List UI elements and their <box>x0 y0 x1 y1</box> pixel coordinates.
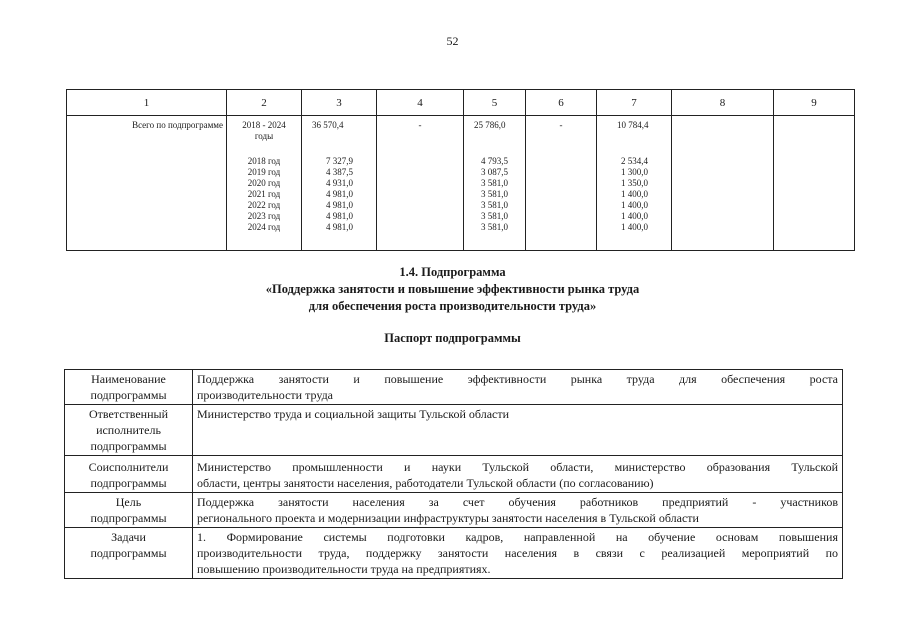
passport-value: Поддержка занятости населения за счет обучения работников предприятий - участников регионального проекта и модернизации инфраструктуры занятости населения в Тульской области <box>193 493 843 528</box>
total-cell: - <box>418 120 422 130</box>
page-number: 52 <box>446 34 459 48</box>
total-cell: - <box>559 120 563 130</box>
value-cell: 1 350,0 <box>621 178 648 188</box>
value-cell: 7 327,9 <box>326 156 353 166</box>
column-header: 2 <box>227 90 302 116</box>
year-cell: 2020 год <box>247 178 281 188</box>
value-cell: 4 387,5 <box>326 167 353 177</box>
value-list <box>597 156 671 233</box>
value-cell: 1 400,0 <box>621 189 648 199</box>
year-cell: 2021 год <box>247 189 281 199</box>
passport-value: 1. Формирование системы подготовки кадров, направленной на обучение основам повышения производительности труда, поддержку занятости населения в связи с реализацией мероприятий по повышению производительности труда на предприятиях. <box>193 528 843 579</box>
passport-value: Министерство труда и социальной защиты Тульской области <box>193 405 843 456</box>
value-cell: 4 981,0 <box>326 200 353 210</box>
year-cell: 2024 год <box>247 222 281 232</box>
year-cell: 2022 год <box>247 200 281 210</box>
value-cell: 3 581,0 <box>481 200 508 210</box>
value-cell: 4 793,5 <box>481 156 508 166</box>
value-cell: 1 400,0 <box>621 211 648 221</box>
column-header: 7 <box>597 90 672 116</box>
passport-label: Цель подпрограммы <box>65 493 193 528</box>
period-range: 2018 - 2024 годы <box>242 120 286 141</box>
year-cell: 2018 год <box>247 156 281 166</box>
passport-value: Поддержка занятости и повышение эффективности рынка труда для обеспечения роста производительности труда <box>193 370 843 405</box>
passport-table <box>64 369 843 579</box>
value-cell: 3 581,0 <box>481 178 508 188</box>
value-cell: 1 300,0 <box>621 167 648 177</box>
table-row <box>65 456 843 493</box>
year-cell: 2023 год <box>247 211 281 221</box>
column-header: 5 <box>464 90 526 116</box>
budget-table <box>66 89 855 251</box>
section-title-line-1: «Поддержка занятости и повышение эффективности рынка труда <box>265 282 640 296</box>
value-cell: 4 981,0 <box>326 211 353 221</box>
column-header: 8 <box>672 90 774 116</box>
passport-label: Наименование подпрограммы <box>65 370 193 405</box>
value-cell: 3 581,0 <box>481 222 508 232</box>
passport-label: Соисполнители подпрограммы <box>65 456 193 493</box>
total-cell: 36 570,4 <box>312 120 344 130</box>
total-cell: 10 784,4 <box>617 120 649 130</box>
passport-label: Задачи подпрограммы <box>65 528 193 579</box>
total-cell: 25 786,0 <box>474 120 506 130</box>
year-list <box>227 156 301 233</box>
section-heading: 1.4. Подпрограмма <box>399 265 506 279</box>
column-header: 4 <box>377 90 464 116</box>
section-title-line-2: для обеспечения роста производительности труда» <box>308 299 597 313</box>
value-cell: 3 087,5 <box>481 167 508 177</box>
value-cell: 4 981,0 <box>326 189 353 199</box>
value-cell: 1 400,0 <box>621 200 648 210</box>
value-cell: 1 400,0 <box>621 222 648 232</box>
passport-label: Ответственный исполнитель подпрограммы <box>65 405 193 456</box>
column-header: 6 <box>526 90 597 116</box>
value-cell: 2 534,4 <box>621 156 648 166</box>
table-row <box>65 405 843 456</box>
value-list <box>457 156 518 233</box>
value-cell: 3 581,0 <box>481 211 508 221</box>
passport-value: Министерство промышленности и науки Тульской области, министерство образования Тульской области, центры занятости населения, работодатели Тульской области (по согласованию) <box>193 456 843 493</box>
table-header-row <box>67 90 855 116</box>
column-header: 3 <box>302 90 377 116</box>
column-header: 1 <box>67 90 227 116</box>
value-cell: 4 981,0 <box>326 222 353 232</box>
table-row <box>67 116 855 251</box>
year-cell: 2019 год <box>247 167 281 177</box>
passport-title: Паспорт подпрограммы <box>384 331 521 345</box>
value-cell: 3 581,0 <box>481 189 508 199</box>
table-row <box>65 493 843 528</box>
column-header: 9 <box>774 90 855 116</box>
value-list <box>302 156 376 233</box>
table-row <box>65 370 843 405</box>
row-label: Всего по подпрограмме <box>132 120 223 130</box>
table-row <box>65 528 843 579</box>
value-cell: 4 931,0 <box>326 178 353 188</box>
